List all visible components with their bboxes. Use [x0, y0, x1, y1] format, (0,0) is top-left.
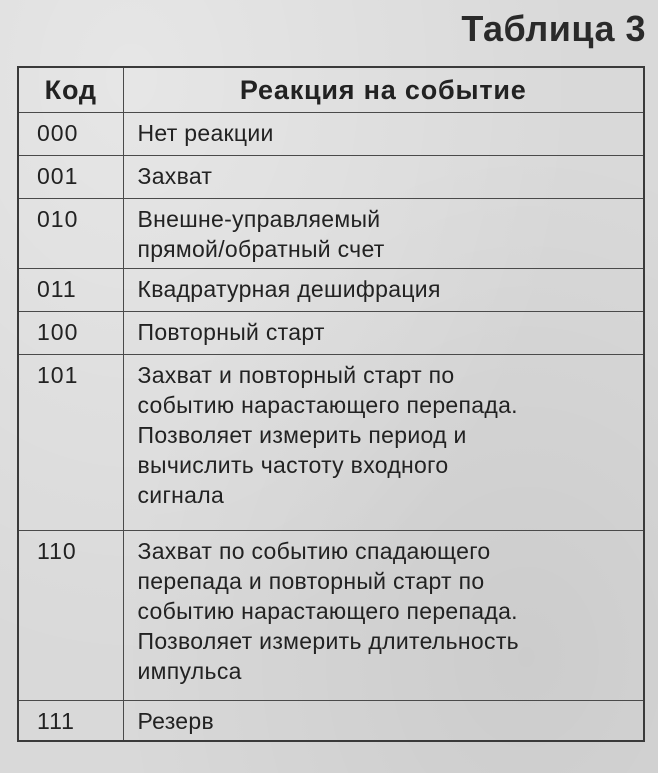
- code-cell: 110: [18, 531, 123, 701]
- code-cell: 100: [18, 312, 123, 355]
- code-cell: 010: [18, 199, 123, 269]
- event-reaction-table: [17, 66, 645, 742]
- table-row: [18, 531, 644, 701]
- table-row: [18, 269, 644, 312]
- table-row: [18, 355, 644, 531]
- table-row: [18, 701, 644, 742]
- reaction-cell: Резерв: [123, 701, 644, 742]
- code-cell: 111: [18, 701, 123, 742]
- header-code: Код: [18, 67, 123, 113]
- header-reaction: Реакция на событие: [123, 67, 644, 113]
- reaction-cell: Квадратурная дешифрация: [123, 269, 644, 312]
- code-cell: 000: [18, 113, 123, 156]
- code-cell: 001: [18, 156, 123, 199]
- table-row: [18, 156, 644, 199]
- reaction-cell: Захват по событию спадающего перепада и повторный старт по событию нарастающего перепада. Позволяет измерить длительность импульса: [123, 531, 644, 701]
- table-body: [18, 113, 644, 742]
- header-row: [18, 67, 644, 113]
- table-title: Таблица 3: [461, 8, 646, 49]
- table-row: [18, 199, 644, 269]
- table-header: [18, 67, 644, 113]
- reaction-cell: Нет реакции: [123, 113, 644, 156]
- reaction-cell: Внешне-управляемый прямой/обратный счет: [123, 199, 644, 269]
- code-cell: 101: [18, 355, 123, 531]
- reaction-cell: Захват: [123, 156, 644, 199]
- reaction-cell: Повторный старт: [123, 312, 644, 355]
- code-cell: 011: [18, 269, 123, 312]
- table-row: [18, 312, 644, 355]
- table-row: [18, 113, 644, 156]
- reaction-cell: Захват и повторный старт по событию нарастающего перепада. Позволяет измерить период и вычислить частоту входного сигнала: [123, 355, 644, 531]
